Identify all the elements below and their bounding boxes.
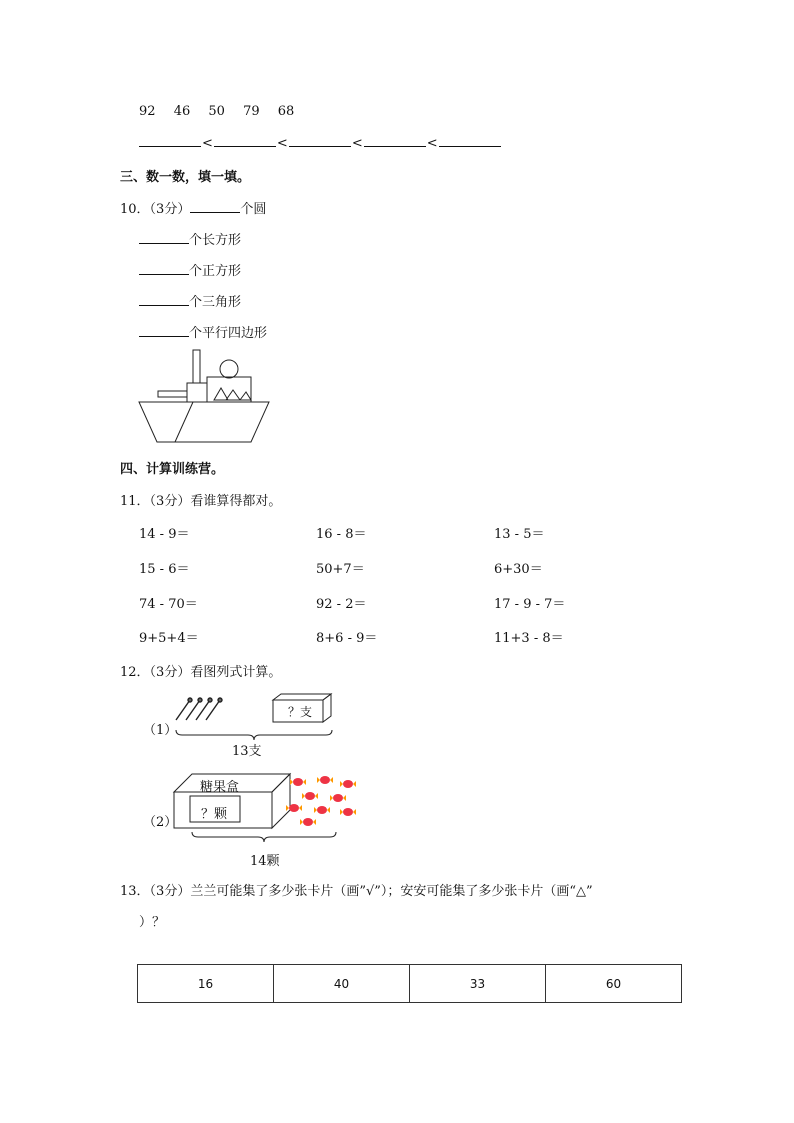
question-10 [120,198,266,217]
number-item: 46 [173,104,191,119]
answer-blank[interactable] [139,262,189,275]
answer-blank[interactable] [439,134,501,147]
total-label: 14颗 [250,854,280,869]
less-than-sign: < [276,136,288,151]
shape-label: 个长方形 [189,233,242,248]
table-cell[interactable]: 60 [546,965,682,1003]
circle-shape [220,360,238,378]
calc-item: 17 - 9 - 7＝ [494,597,566,612]
candy-icon [300,818,316,826]
candy-icon [340,780,356,788]
triangle-shape [226,390,240,400]
calc-item: 8+6 - 9＝ [316,631,378,646]
ordering-row [139,134,501,151]
shape-label: 个三角形 [189,295,242,310]
candy-icon [286,804,302,812]
candy-icon-group [286,776,356,826]
question-prefix: 12．（3分）看图列式计算。 [120,665,282,680]
box-label: ？颗 [201,807,228,822]
calc-item: 16 - 8＝ [316,527,367,542]
calc-item: 13 - 5＝ [494,527,545,542]
number-item: 50 [208,104,225,119]
number-item: 92 [139,104,156,119]
question-text-cont: ）？ [139,915,166,930]
candy-icon [330,794,346,802]
calc-item: 9+5+4＝ [139,631,199,646]
box-title: 糖果盒 [200,780,240,795]
answer-blank[interactable] [139,324,189,337]
square-shape [187,383,207,402]
section-heading: 四、计算训练营。 [120,462,225,477]
less-than-sign: < [426,136,438,151]
question-text: 13．（3分）兰兰可能集了多少张卡片（画”√”）；安安可能集了多少张卡片（画“△” [120,884,593,899]
answer-blank[interactable] [364,134,426,147]
candy-icon [317,776,333,784]
table-cell[interactable]: 40 [274,965,410,1003]
candy-icon [340,808,356,816]
pencil-icon [176,698,192,720]
long-rectangle-shape [158,391,187,397]
less-than-sign: < [202,136,213,151]
table-cell[interactable]: 16 [138,965,274,1003]
table-row [138,965,682,1003]
shape-label: 个圆 [240,202,267,217]
q10-line [139,291,241,310]
box-label: ？支 [288,705,313,719]
q10-line [139,322,267,341]
brace-shape [192,832,336,842]
question-prefix: 11．（3分）看谁算得都对。 [120,494,282,509]
answer-blank[interactable] [190,200,240,213]
candy-icon [302,792,318,800]
number-item: 79 [243,104,260,119]
tall-rectangle-shape [193,350,200,383]
total-label: 13支 [232,744,262,759]
table-cell[interactable]: 33 [410,965,546,1003]
less-than-sign: < [351,136,363,151]
calc-item: 74 - 70＝ [139,597,198,612]
calc-item: 6+30＝ [494,562,543,577]
box-rectangle-shape [207,377,251,402]
question-prefix: 10．（3分） [120,202,191,217]
card-count-table [137,964,682,1003]
q10-line [139,229,241,248]
part-label: （2） [143,815,178,830]
part-label: （1） [143,723,178,738]
shape-boat-figure [137,348,271,445]
shape-label: 个正方形 [189,264,242,279]
candy-icon [290,778,306,786]
calc-item: 15 - 6＝ [139,562,190,577]
triangle-shape [240,392,251,400]
answer-blank[interactable] [139,134,201,147]
q10-line [139,260,241,279]
calc-item: 92 - 2＝ [316,597,367,612]
shape-label: 个平行四边形 [189,326,268,341]
section-heading: 三、数一数，填一填。 [120,170,251,185]
candy-icon [314,806,330,814]
answer-blank[interactable] [139,293,189,306]
triangle-shape [214,388,228,400]
hull-trapezoid-shape [139,402,269,442]
number-item: 68 [277,104,295,119]
brace-shape [176,730,332,740]
answer-blank[interactable] [289,134,351,147]
calc-item: 50+7＝ [316,562,365,577]
answer-blank[interactable] [214,134,276,147]
calc-item: 11+3 - 8＝ [494,631,564,646]
calc-item: 14 - 9＝ [139,527,190,542]
answer-blank[interactable] [139,231,189,244]
number-list [139,104,308,119]
